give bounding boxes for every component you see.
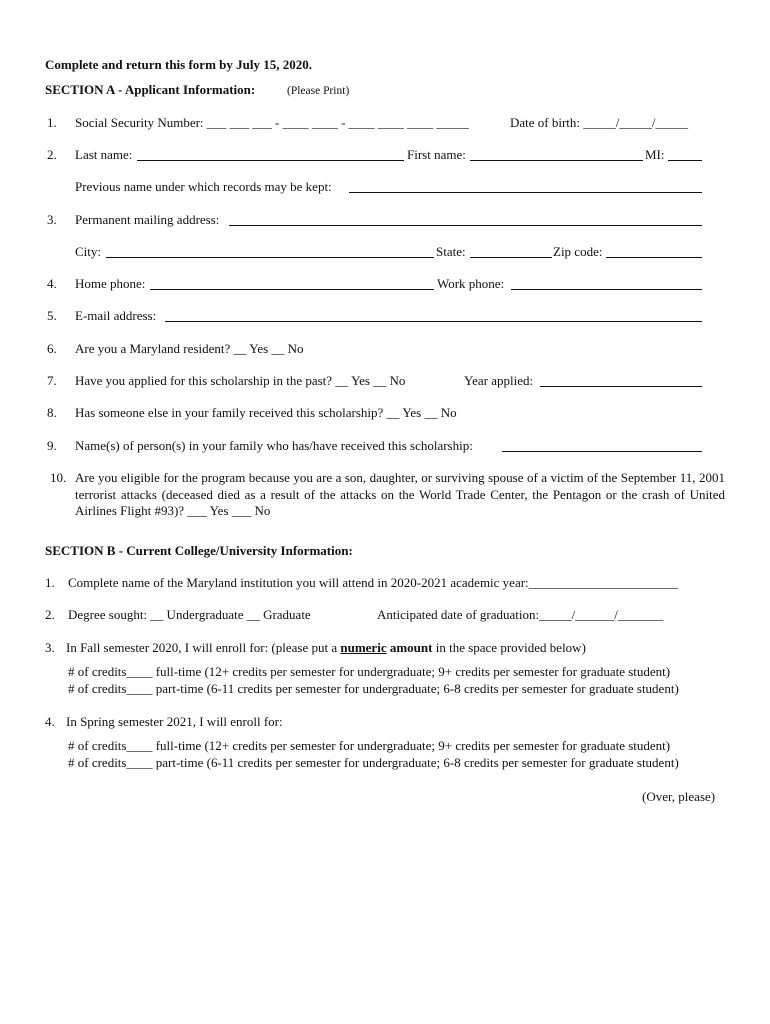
institution-name-field[interactable]: Complete name of the Maryland institution you will attend in 2020-2021 academic year:_______________________	[68, 575, 679, 590]
work-phone-line[interactable]	[511, 276, 702, 290]
home-phone-label: Home phone:	[75, 276, 146, 291]
dob-field[interactable]: Date of birth: _____/_____/_____	[510, 115, 689, 130]
deadline-note: Complete and return this form by July 15, 2020.	[45, 57, 312, 72]
b2-number: 2.	[45, 607, 55, 622]
first-name-line[interactable]	[470, 147, 643, 161]
mi-label: MI:	[645, 147, 665, 162]
b1-number: 1.	[45, 575, 55, 590]
city-label: City:	[75, 244, 102, 259]
ssn-field[interactable]: Social Security Number: ___ ___ ___ - ____ ____ - ____ ____ ____ _____	[75, 115, 469, 130]
spring-full-time-credits[interactable]: # of credits____ full-time (12+ credits per semester for undergraduate; 9+ credits per semester for graduate student)	[68, 738, 671, 753]
b4-number: 4.	[45, 714, 55, 729]
mi-line[interactable]	[668, 147, 702, 161]
q1-number: 1.	[47, 115, 57, 130]
previous-name-line[interactable]	[349, 179, 702, 193]
address-line[interactable]	[229, 212, 702, 226]
state-label: State:	[436, 244, 466, 259]
fall-enroll-question: In Fall semester 2020, I will enroll for: (please put a numeric amount in the space provided below)	[66, 640, 586, 655]
over-please-note: (Over, please)	[642, 789, 716, 804]
family-names-line[interactable]	[502, 438, 702, 452]
family-names-label: Name(s) of person(s) in your family who has/have received this scholarship:	[75, 438, 473, 453]
degree-sought-field[interactable]: Degree sought: __ Undergraduate __ Graduate	[68, 607, 311, 622]
email-label: E-mail address:	[75, 308, 157, 323]
last-name-label: Last name:	[75, 147, 133, 162]
last-name-line[interactable]	[137, 147, 404, 161]
q9-number: 9.	[47, 438, 57, 453]
family-received-question[interactable]: Has someone else in your family received this scholarship? __ Yes __ No	[75, 405, 457, 420]
home-phone-line[interactable]	[150, 276, 434, 290]
zip-line[interactable]	[606, 244, 702, 258]
address-label: Permanent mailing address:	[75, 212, 220, 227]
year-applied-line[interactable]	[540, 373, 702, 387]
b3-number: 3.	[45, 640, 55, 655]
previous-name-label: Previous name under which records may be kept:	[75, 179, 332, 194]
section-a-title: SECTION A - Applicant Information:	[45, 82, 256, 97]
year-applied-label: Year applied:	[464, 373, 534, 388]
q5-number: 5.	[47, 308, 57, 323]
q7-number: 7.	[47, 373, 57, 388]
md-resident-question[interactable]: Are you a Maryland resident? __ Yes __ No	[75, 341, 304, 356]
q6-number: 6.	[47, 341, 57, 356]
fall-part-time-credits[interactable]: # of credits____ part-time (6-11 credits per semester for undergraduate; 6-8 credits per semester for graduate student)	[68, 681, 679, 696]
first-name-label: First name:	[407, 147, 466, 162]
work-phone-label: Work phone:	[437, 276, 505, 291]
q3-number: 3.	[47, 212, 57, 227]
city-line[interactable]	[106, 244, 434, 258]
q4-number: 4.	[47, 276, 57, 291]
please-print-note: (Please Print)	[287, 85, 350, 97]
section-b-title: SECTION B - Current College/University Information:	[45, 543, 353, 558]
email-line[interactable]	[165, 308, 702, 322]
q10-number: 10.	[50, 470, 67, 485]
spring-part-time-credits[interactable]: # of credits____ part-time (6-11 credits per semester for undergraduate; 6-8 credits per semester for graduate student)	[68, 755, 679, 770]
q8-number: 8.	[47, 405, 57, 420]
zip-label: Zip code:	[553, 244, 603, 259]
graduation-date-field[interactable]: Anticipated date of graduation:_____/______/_______	[377, 607, 664, 622]
spring-enroll-question: In Spring semester 2021, I will enroll for:	[66, 714, 283, 729]
q2-number: 2.	[47, 147, 57, 162]
fall-full-time-credits[interactable]: # of credits____ full-time (12+ credits per semester for undergraduate; 9+ credits per semester for graduate student)	[68, 664, 671, 679]
sept11-eligibility-question[interactable]: Are you eligible for the program because you are a son, daughter, or surviving spouse of a victim of the September 11, 2001 terrorist attacks (deceased died as a result of the attacks on the World Trade Center, the Pentagon or the crash of United Airlines Flight #93)? ___ Yes ___ No	[75, 470, 725, 518]
applied-before-question[interactable]: Have you applied for this scholarship in the past? __ Yes __ No	[75, 373, 406, 388]
state-line[interactable]	[470, 244, 552, 258]
